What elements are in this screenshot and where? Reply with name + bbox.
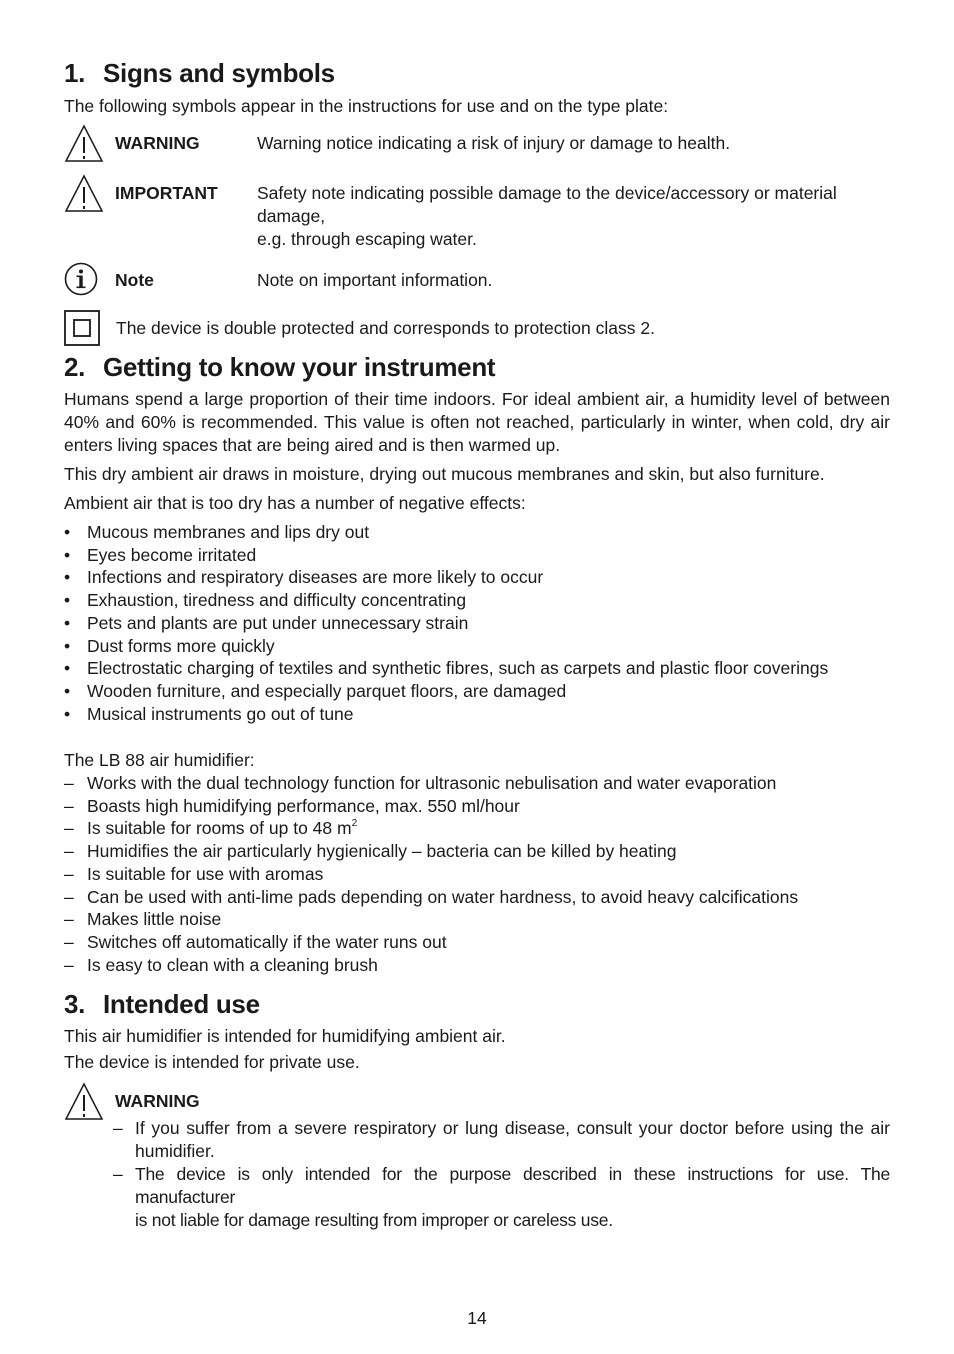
dash: – bbox=[64, 863, 74, 884]
section-1-intro: The following symbols appear in the instructions for use and on the type plate: bbox=[64, 96, 669, 116]
protection-class-text: The device is double protected and corresponds to protection class 2. bbox=[116, 318, 655, 338]
warning-line: If you suffer from a severe respiratory or lung disease, consult your doctor before using the air bbox=[135, 1118, 890, 1138]
section-2-paragraph-3: Ambient air that is too dry has a number of negative effects: bbox=[64, 493, 526, 513]
list-item bbox=[64, 635, 894, 658]
list-item-text: Is suitable for use with aromas bbox=[87, 863, 324, 884]
list-item bbox=[64, 589, 894, 612]
dash: – bbox=[113, 1118, 123, 1138]
section-3-paragraph-1: This air humidifier is intended for humidifying ambient air. bbox=[64, 1026, 506, 1046]
dash: – bbox=[64, 954, 74, 975]
paragraph-line: 40% and 60% is recommended. This value is often not reached, particularly in winter, when cold, dry air bbox=[64, 412, 890, 432]
section-number: 2. bbox=[64, 352, 86, 382]
bullet: • bbox=[64, 703, 71, 724]
section-title: Getting to know your instrument bbox=[103, 352, 496, 382]
list-item-text: Mucous membranes and lips dry out bbox=[87, 522, 370, 542]
list-item bbox=[64, 840, 894, 863]
bullet: • bbox=[64, 590, 71, 611]
list-item bbox=[64, 521, 894, 544]
warning-triangle-icon bbox=[64, 1082, 104, 1122]
paragraph-line: enters living spaces that are being aired and is then warmed up. bbox=[64, 435, 561, 455]
warning-triangle-icon bbox=[64, 124, 104, 164]
list-item bbox=[64, 863, 894, 886]
list-item-text: Boasts high humidifying performance, max. 550 ml/hour bbox=[87, 795, 520, 816]
intended-use-warnings bbox=[113, 1117, 890, 1232]
list-item bbox=[64, 680, 894, 703]
warning-triangle-icon bbox=[64, 174, 104, 214]
desc-line: e.g. through escaping water. bbox=[257, 229, 477, 249]
symbol-label-important: IMPORTANT bbox=[115, 183, 218, 203]
warning-line: is not liable for damage resulting from improper or careless use. bbox=[135, 1210, 613, 1230]
list-item-text: Dust forms more quickly bbox=[87, 635, 275, 656]
bullet: • bbox=[64, 635, 71, 656]
dash: – bbox=[64, 818, 74, 839]
dash: – bbox=[64, 909, 74, 930]
list-item-text: Pets and plants are put under unnecessary strain bbox=[87, 612, 469, 633]
list-item bbox=[64, 566, 894, 589]
list-item-text: Electrostatic charging of textiles and synthetic fibres, such as carpets and plastic floor coverings bbox=[87, 658, 829, 679]
warning-line: The device is only intended for the purpose described in these instructions for use. The manufacturer bbox=[135, 1164, 890, 1207]
list-item bbox=[64, 795, 894, 818]
symbol-desc-warning: Warning notice indicating a risk of injury or damage to health. bbox=[257, 133, 731, 153]
symbol-label-warning: WARNING bbox=[115, 133, 200, 153]
list-item-text: Infections and respiratory diseases are more likely to occur bbox=[87, 567, 544, 588]
dash: – bbox=[64, 841, 74, 862]
intended-use-warning-label: WARNING bbox=[115, 1091, 200, 1111]
list-item bbox=[64, 817, 894, 840]
warning-item bbox=[113, 1163, 890, 1232]
section-number: 1. bbox=[64, 58, 86, 88]
dash: – bbox=[64, 886, 74, 907]
section-2-heading bbox=[64, 352, 495, 383]
list-item bbox=[64, 657, 894, 680]
list-item-text: Humidifies the air particularly hygienically – bacteria can be killed by heating bbox=[87, 841, 677, 862]
list-item bbox=[64, 931, 894, 954]
symbol-desc-note: Note on important information. bbox=[257, 270, 493, 290]
humidifier-features-list bbox=[64, 772, 894, 976]
symbol-label-note: Note bbox=[115, 270, 154, 290]
section-3-paragraph-2: The device is intended for private use. bbox=[64, 1052, 360, 1072]
negative-effects-list bbox=[64, 521, 894, 725]
list-item bbox=[64, 703, 894, 726]
dash: – bbox=[64, 773, 74, 793]
dash: – bbox=[64, 931, 74, 952]
dash: – bbox=[113, 1164, 123, 1184]
list-item-text: Makes little noise bbox=[87, 909, 222, 930]
list-item bbox=[64, 886, 894, 909]
bullet: • bbox=[64, 544, 71, 565]
list-item-text: Wooden furniture, and especially parquet floors, are damaged bbox=[87, 680, 567, 701]
bullet: • bbox=[64, 567, 71, 588]
list-item-text: Switches off automatically if the water runs out bbox=[87, 931, 447, 952]
list-item bbox=[64, 954, 894, 977]
desc-line: Safety note indicating possible damage to the device/accessory or material bbox=[257, 183, 837, 203]
list-item-text: Can be used with anti-lime pads depending on water hardness, to avoid heavy calcifications bbox=[87, 886, 799, 907]
list-item bbox=[64, 612, 894, 635]
section-number: 3. bbox=[64, 989, 86, 1019]
bullet: • bbox=[64, 680, 71, 701]
desc-line: damage, bbox=[257, 206, 326, 226]
list-item bbox=[64, 544, 894, 567]
protection-class-2-icon bbox=[64, 310, 100, 346]
list-item-text: Is easy to clean with a cleaning brush bbox=[87, 954, 378, 975]
section-1-heading bbox=[64, 58, 335, 89]
warning-line: humidifier. bbox=[135, 1141, 215, 1161]
list-item-text: Is suitable for rooms of up to 48 m bbox=[87, 818, 352, 839]
list-item-text: Eyes become irritated bbox=[87, 544, 257, 565]
page-number: 14 bbox=[467, 1308, 487, 1328]
info-icon bbox=[64, 262, 98, 296]
bullet: • bbox=[64, 658, 71, 679]
list-item bbox=[64, 772, 894, 795]
section-title: Intended use bbox=[103, 989, 260, 1019]
list-item-text: Works with the dual technology function for ultrasonic nebulisation and water evaporation bbox=[87, 773, 777, 793]
section-3-heading bbox=[64, 989, 260, 1020]
section-2-paragraph-2: This dry ambient air draws in moisture, drying out mucous membranes and skin, but also furniture. bbox=[64, 464, 825, 484]
paragraph-line: Humans spend a large proportion of their time indoors. For ideal ambient air, a humidity level of between bbox=[64, 389, 890, 409]
warning-item bbox=[113, 1117, 890, 1163]
bullet: • bbox=[64, 522, 71, 542]
list-item-text: Musical instruments go out of tune bbox=[87, 703, 354, 724]
symbol-desc-important bbox=[257, 182, 837, 251]
list-item-text: Exhaustion, tiredness and difficulty concentrating bbox=[87, 590, 467, 611]
section-2-paragraph-1 bbox=[64, 388, 890, 457]
dash: – bbox=[64, 795, 74, 816]
list-item bbox=[64, 908, 894, 931]
section-title: Signs and symbols bbox=[103, 58, 335, 88]
superscript: 2 bbox=[351, 818, 358, 830]
humidifier-intro: The LB 88 air humidifier: bbox=[64, 750, 255, 770]
bullet: • bbox=[64, 612, 71, 633]
